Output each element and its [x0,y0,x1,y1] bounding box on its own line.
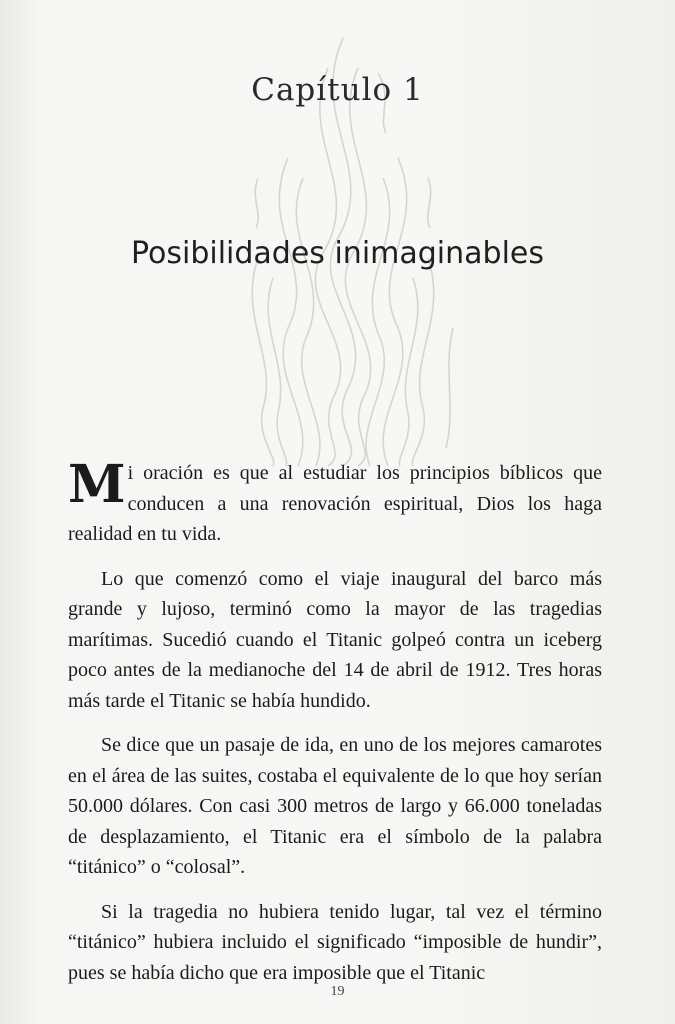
paragraph: Si la tragedia no hubiera tenido lugar, tal vez el término “titánico” hubiera incluido el significado “imposible de hundir”, pues se había dicho que era imposible que el Titanic [68,900,602,984]
chapter-title: Posibilidades inimaginables [130,236,544,271]
chapter-heading: Capítulo 1 [251,72,424,108]
paragraph: Lo que comenzó como el viaje inaugural del barco más grande y lujoso, terminó como la mayor de las tragedias marítimas. Sucedió cuando el Titanic golpeó contra un iceberg poco antes de la medianoche del 14 de abril de 1912. Tres horas más tarde el Titanic se había hundido. [68,567,602,712]
paragraph-text: i oración es que al estudiar los principios bíblicos que conducen a una renovación espiritual, Dios los haga realidad en tu vida. [68,462,602,545]
drop-cap: M [68,454,126,515]
paragraph [68,454,602,550]
body-text [68,454,602,1002]
paragraph: Se dice que un pasaje de ida, en uno de los mejores camarotes en el área de las suites, costaba el equivalente de lo que hoy serían 50.000 dólares. Con casi 300 metros de largo y 66.000 toneladas de desplazamiento, el Titanic era el símbolo de la palabra “titánico” o “colosal”. [68,734,602,878]
page-number: 19 [330,984,345,999]
